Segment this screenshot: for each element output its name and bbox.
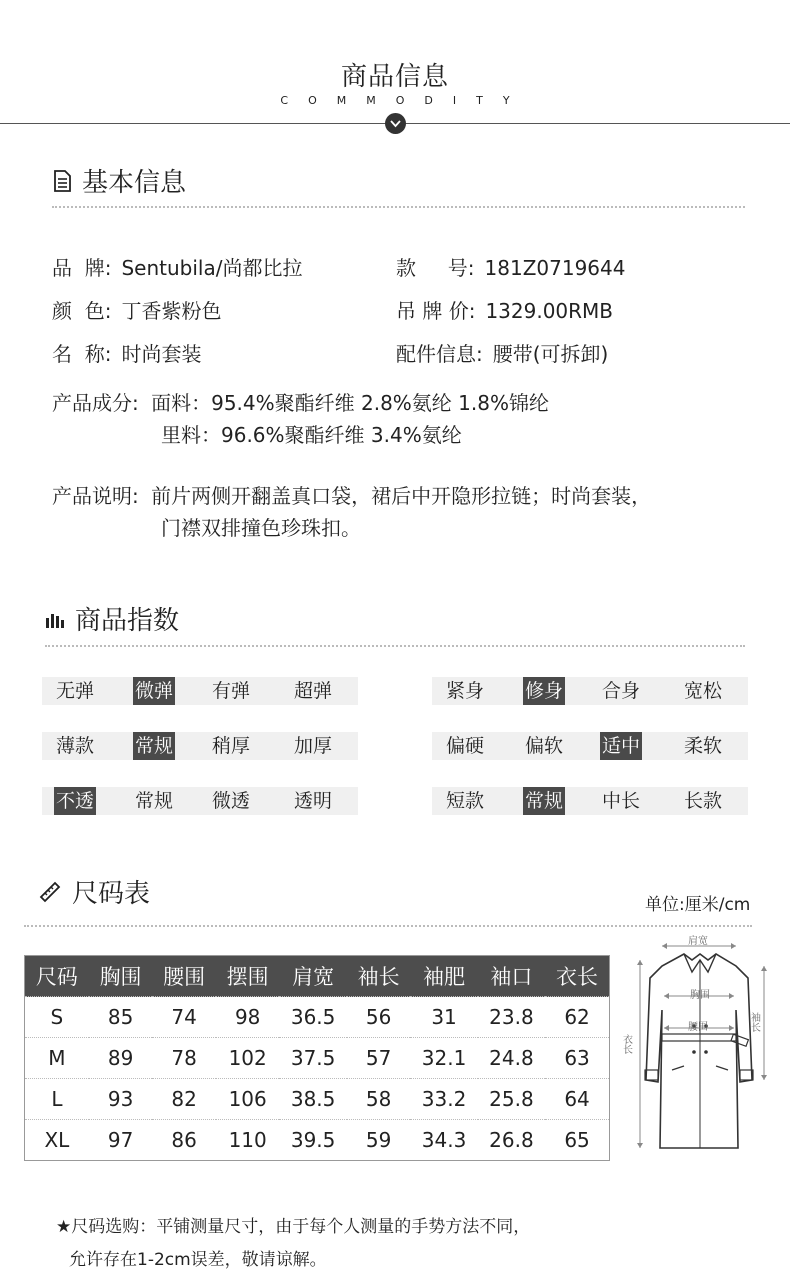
index-option: 偏硬: [446, 735, 485, 757]
col-header: 衣长: [545, 956, 609, 997]
table-cell: 64: [545, 1079, 609, 1120]
table-cell: 36.5: [279, 997, 346, 1038]
index-option: 中长: [602, 790, 641, 812]
size-unit: 单位:厘米/cm: [645, 895, 751, 915]
page-subtitle: COMMODITY: [280, 94, 530, 107]
info-value: 丁香紫粉色: [121, 299, 222, 323]
size-title: 尺码表: [72, 879, 151, 909]
size-table-header: [25, 956, 610, 997]
table-cell: 32.1: [410, 1038, 477, 1079]
index-option: 无弹: [56, 680, 95, 702]
table-cell: 59: [347, 1120, 411, 1161]
info-accessory: [396, 338, 608, 367]
table-cell: 63: [545, 1038, 609, 1079]
description-label: 产品说明:: [52, 484, 139, 508]
index-option-selected: 微弹: [133, 677, 175, 705]
size-table: [24, 955, 610, 1161]
info-value: 1329.00RMB: [485, 299, 614, 323]
table-cell: 89: [89, 1038, 153, 1079]
info-label: 名 称:: [52, 342, 112, 366]
table-cell: 25.8: [478, 1079, 545, 1120]
table-cell: 24.8: [478, 1038, 545, 1079]
sleeve-label: 袖长: [748, 1012, 760, 1032]
section-divider: [24, 925, 752, 927]
index-option: 有弹: [212, 680, 251, 702]
table-cell: 34.3: [410, 1120, 477, 1161]
info-label: 吊 牌 价:: [396, 299, 476, 323]
size-heading: [38, 873, 150, 910]
index-option: 长款: [684, 790, 723, 812]
col-header: 袖口: [478, 956, 545, 997]
table-cell: 26.8: [478, 1120, 545, 1161]
table-cell: 23.8: [478, 997, 545, 1038]
basic-info-heading: [52, 162, 186, 199]
table-cell: 39.5: [279, 1120, 346, 1161]
table-cell: XL: [25, 1120, 89, 1161]
info-value: 181Z0719644: [484, 256, 626, 280]
table-cell: 82: [152, 1079, 216, 1120]
info-color: [52, 295, 221, 324]
col-header: 摆围: [216, 956, 280, 997]
table-cell: 86: [152, 1120, 216, 1161]
page-title: 商品信息: [340, 62, 449, 92]
composition: [52, 387, 549, 416]
info-name: [52, 338, 201, 367]
table-row: [25, 1120, 610, 1161]
table-cell: M: [25, 1038, 89, 1079]
info-brand: [52, 252, 302, 281]
table-cell: 106: [216, 1079, 280, 1120]
composition-line-2: 里料：96.6%聚酯纤维 3.4%氨纶: [161, 423, 462, 447]
chevron-down-icon: [385, 113, 406, 134]
col-header: 肩宽: [279, 956, 346, 997]
index-option-selected: 适中: [600, 732, 642, 760]
index-option: 微透: [212, 790, 251, 812]
info-label: 配件信息:: [396, 342, 483, 366]
info-label: 品 牌:: [52, 256, 112, 280]
index-option: 柔软: [684, 735, 723, 757]
index-bar: [432, 677, 748, 705]
composition-label: 产品成分:: [52, 391, 139, 415]
length-label: 衣长: [620, 1034, 632, 1054]
index-option: 加厚: [294, 735, 333, 757]
description-line-2: 门襟双排撞色珍珠扣。: [161, 516, 361, 540]
index-option: 短款: [446, 790, 485, 812]
index-heading: [45, 600, 179, 637]
index-option: 合身: [602, 680, 641, 702]
document-icon: [52, 170, 72, 192]
info-value: Sentubila/尚都比拉: [121, 256, 303, 280]
col-header: 胸围: [89, 956, 153, 997]
waist-label: 腰围: [688, 1022, 708, 1033]
index-option: 常规: [135, 790, 174, 812]
size-note-line-1: ★尺码选购：平铺测量尺寸，由于每个人测量的手势方法不同，: [56, 1217, 531, 1237]
garment-measurement-diagram: [620, 930, 772, 1160]
table-cell: 93: [89, 1079, 153, 1120]
composition-line-1: 面料：95.4%聚酯纤维 2.8%氨纶 1.8%锦纶: [151, 391, 549, 415]
index-bar: [42, 732, 358, 760]
table-cell: S: [25, 997, 89, 1038]
table-cell: 102: [216, 1038, 280, 1079]
table-cell: 110: [216, 1120, 280, 1161]
index-option: 紧身: [446, 680, 485, 702]
table-cell: 74: [152, 997, 216, 1038]
description: [52, 480, 651, 509]
table-cell: 37.5: [279, 1038, 346, 1079]
info-style-no: [396, 252, 625, 281]
size-note-line-2: 允许存在1-2cm误差，敬请谅解。: [69, 1250, 327, 1270]
index-option-selected: 常规: [133, 732, 175, 760]
table-row: [25, 1038, 610, 1079]
chest-label: 胸围: [690, 990, 710, 1001]
basic-info-title: 基本信息: [82, 168, 187, 198]
section-divider: [52, 206, 745, 208]
info-value: 腰带(可拆卸): [492, 342, 609, 366]
index-option: 薄款: [56, 735, 95, 757]
table-cell: 97: [89, 1120, 153, 1161]
table-cell: 33.2: [410, 1079, 477, 1120]
info-value: 时尚套装: [121, 342, 202, 366]
index-option-selected: 不透: [54, 787, 96, 815]
table-cell: 85: [89, 997, 153, 1038]
index-bar: [432, 732, 748, 760]
table-cell: 57: [347, 1038, 411, 1079]
index-bar: [42, 787, 358, 815]
index-option-selected: 修身: [523, 677, 565, 705]
table-cell: 98: [216, 997, 280, 1038]
table-cell: 62: [545, 997, 609, 1038]
description-line-1: 前片两侧开翻盖真口袋，裙后中开隐形拉链；时尚套装，: [151, 484, 652, 508]
table-row: [25, 1079, 610, 1120]
index-bar: [42, 677, 358, 705]
index-bar: [432, 787, 748, 815]
index-option: 超弹: [294, 680, 333, 702]
index-title: 商品指数: [75, 606, 180, 636]
table-cell: 31: [410, 997, 477, 1038]
index-option: 偏软: [525, 735, 564, 757]
info-label: 款 号:: [396, 256, 475, 280]
table-cell: 65: [545, 1120, 609, 1161]
table-cell: 58: [347, 1079, 411, 1120]
index-option: 透明: [294, 790, 333, 812]
index-option: 稍厚: [212, 735, 251, 757]
col-header: 尺码: [25, 956, 89, 997]
info-label: 颜 色:: [52, 299, 112, 323]
info-price: [396, 295, 613, 324]
col-header: 腰围: [152, 956, 216, 997]
index-option: 宽松: [684, 680, 723, 702]
bar-chart-icon: [45, 610, 65, 628]
table-row: [25, 997, 610, 1038]
table-cell: 38.5: [279, 1079, 346, 1120]
ruler-icon: [38, 880, 62, 904]
table-cell: 78: [152, 1038, 216, 1079]
col-header: 袖长: [347, 956, 411, 997]
table-cell: L: [25, 1079, 89, 1120]
shoulder-label: 肩宽: [688, 936, 708, 947]
index-option-selected: 常规: [523, 787, 565, 815]
section-divider: [45, 645, 745, 647]
col-header: 袖肥: [410, 956, 477, 997]
table-cell: 56: [347, 997, 411, 1038]
